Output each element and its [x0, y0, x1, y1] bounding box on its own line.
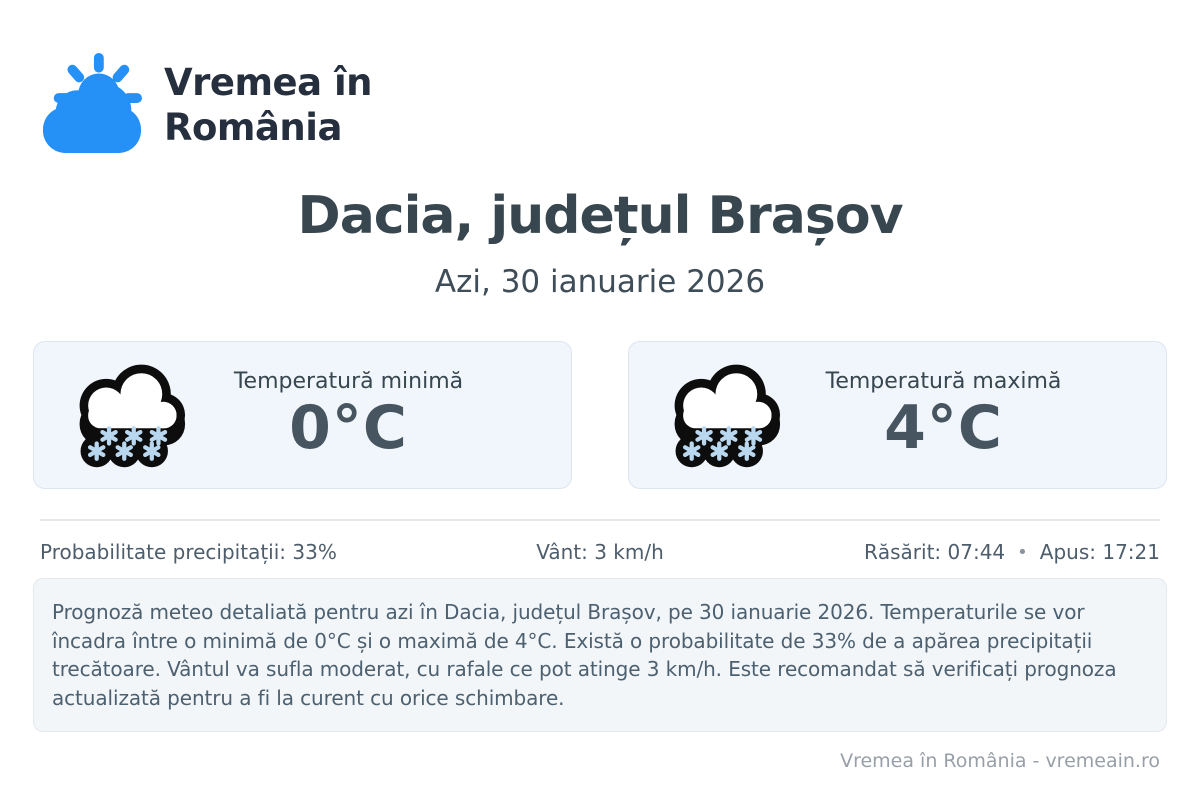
- bullet-separator: •: [1017, 541, 1028, 563]
- forecast-description-text: Prognoză meteo detaliată pentru azi în Dacia, județul Brașov, pe 30 ianuarie 2026. Temperaturile se vor încadra între o minimă de 0°C și o maximă de 4°C. Există o probabilitate de 33% de a apărea precipitații trecătoare. Vântul va sufla moderat, cu rafale ce pot atinge 3 km/h. Este recomandat să verificați prognoza actualizată pentru a fi la curent cu orice schimbare.: [52, 600, 1117, 710]
- page-subtitle: Azi, 30 ianuarie 2026: [434, 264, 766, 300]
- sun-cloud-icon: [40, 48, 142, 156]
- max-temperature-card: [628, 341, 1167, 489]
- stats-row: [40, 540, 1160, 570]
- precipitation-stat: Probabilitate precipitații: 33%: [40, 540, 337, 564]
- brand-line-1: Vremea în: [164, 61, 372, 104]
- wind-stat: Vânt: 3 km/h: [536, 540, 664, 564]
- min-temperature-card: [33, 341, 572, 489]
- max-temperature-body: [781, 369, 1106, 462]
- min-temperature-label: Temperatură minimă: [233, 368, 464, 394]
- sunrise-stat: Răsărit: 07:44: [863, 540, 1006, 564]
- forecast-description-box: [33, 578, 1167, 732]
- snow-cloud-icon: [72, 360, 186, 470]
- brand-name: [164, 60, 372, 150]
- page-title: Dacia, județul Brașov: [297, 186, 903, 246]
- site-logo[interactable]: [40, 48, 372, 156]
- temperature-cards: [33, 341, 1167, 489]
- min-temperature-value: 0°C: [289, 392, 408, 463]
- max-temperature-label: Temperatură maximă: [825, 368, 1062, 394]
- sun-times-stat: [864, 540, 1160, 564]
- stats-divider: [40, 519, 1160, 521]
- max-temperature-value: 4°C: [884, 392, 1003, 463]
- footer-credit-link[interactable]: Vremea în România - vremeain.ro: [840, 750, 1160, 772]
- min-temperature-body: [186, 369, 511, 462]
- sunset-stat: Apus: 17:21: [1039, 540, 1160, 564]
- snow-cloud-icon: [667, 360, 781, 470]
- brand-line-2: România: [164, 106, 342, 149]
